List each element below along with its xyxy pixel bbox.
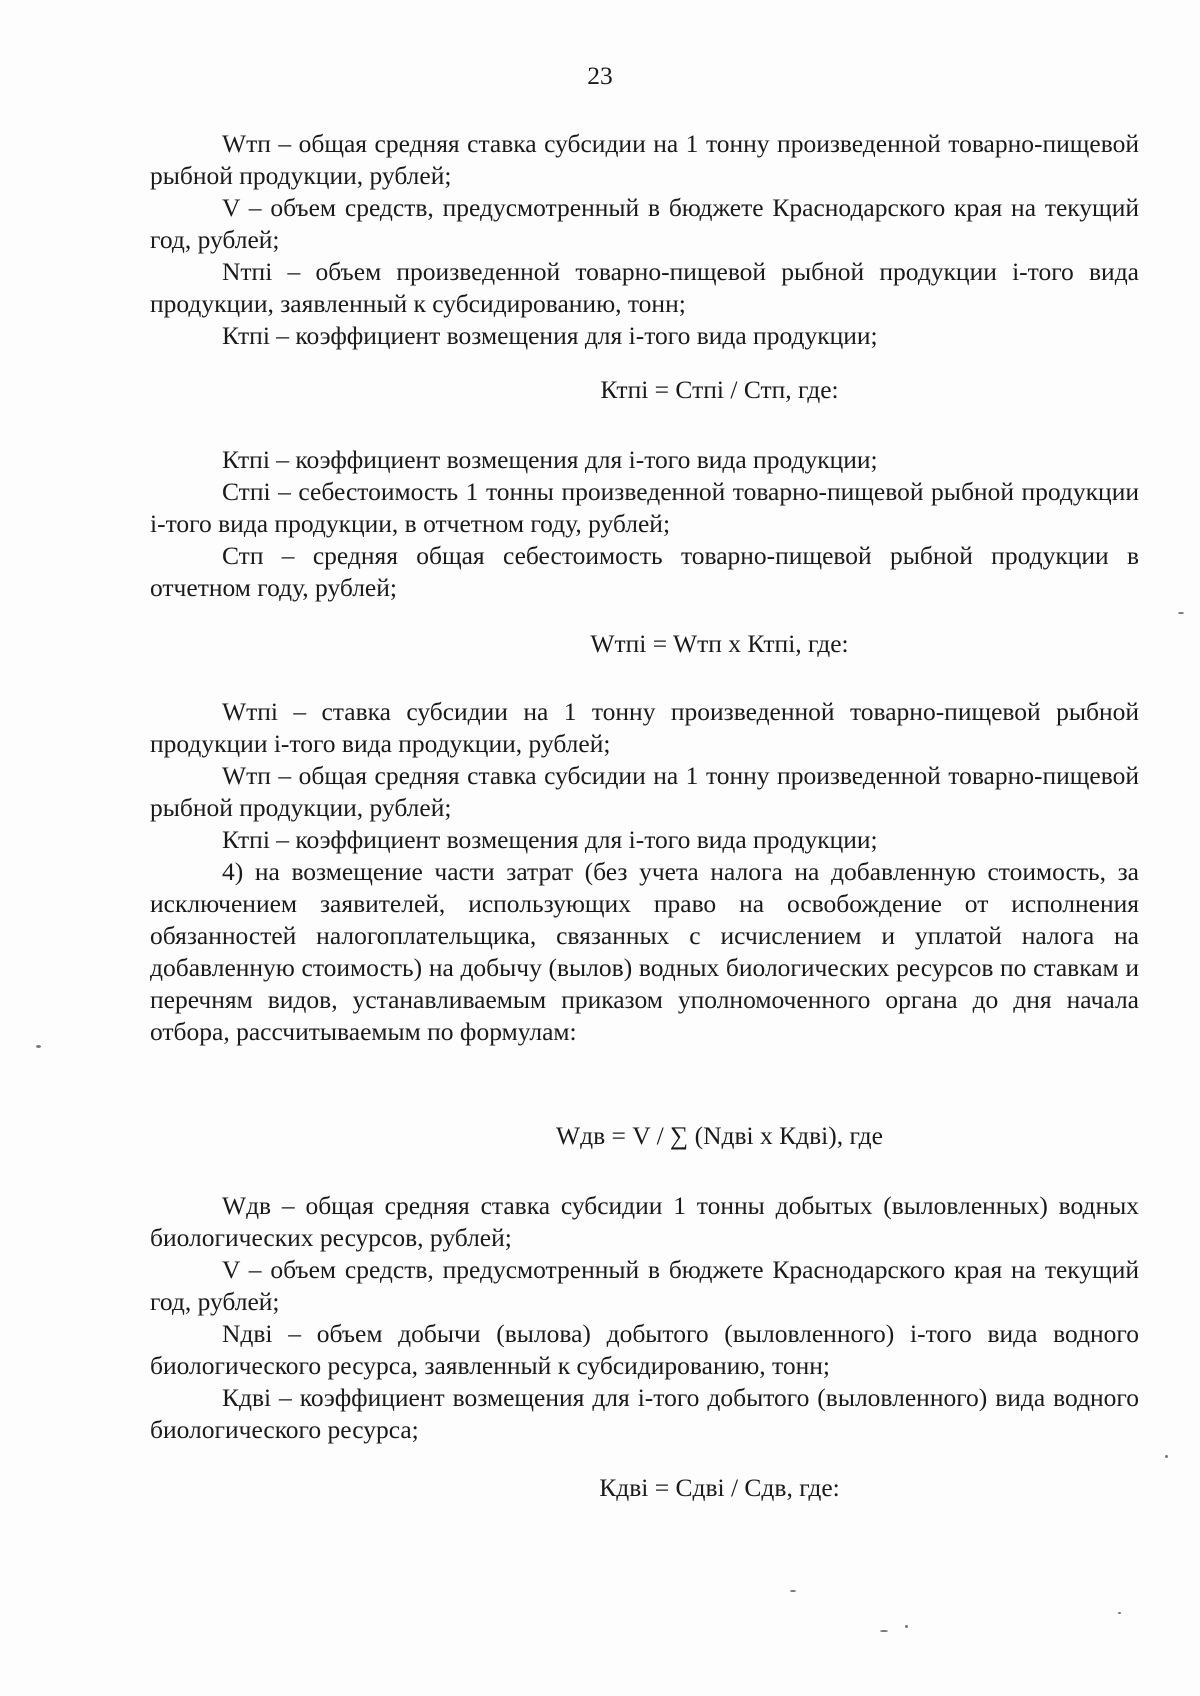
scan-speck <box>1165 1455 1168 1458</box>
scan-speck <box>36 1045 41 1048</box>
formula-wdv: Wдв = V / ∑ (Nдвi х Кдвi), где <box>556 1121 883 1150</box>
paragraph-v-definition: V – объем средств, предусмотренный в бюджете Краснодарского края на текущий год, рублей; <box>150 193 1139 254</box>
paragraph-wtp-definition: Wтп – общая средняя ставка субсидии на 1 тонну произведенной товарно-пищевой рыбной продукции, рублей; <box>150 129 1139 190</box>
scan-speck <box>1118 1612 1121 1614</box>
paragraph-v-definition-2: V – объем средств, предусмотренный в бюджете Краснодарского края на текущий год, рублей; <box>150 1255 1139 1316</box>
scan-speck <box>880 1630 888 1632</box>
document-body <box>150 128 1139 1504</box>
paragraph-ndvi-definition: Nдвi – объем добычи (вылова) добытого (выловленного) i-того вида водного биологического ресурса, заявленный к субсидированию, тонн; <box>150 1319 1139 1380</box>
paragraph-wtpi-definition: Wтпi – ставка субсидии на 1 тонну произведенной товарно-пищевой рыбной продукции i-того вида продукции, рублей; <box>150 697 1139 758</box>
paragraph-stp-definition: Стп – средняя общая себестоимость товарно-пищевой рыбной продукции в отчетном году, рублей; <box>150 541 1139 602</box>
formula-kdvi: Кдвi = Сдвi / Сдв, где: <box>599 1473 840 1502</box>
scan-speck <box>905 1625 908 1628</box>
paragraph-item-4: 4) на возмещение части затрат (без учета налога на добавленную стоимость, за исключением заявителей, использующих право на освобождение от исполнения обязанностей налогоплательщика, связанных с исчислением и уплатой налога на добавленную стоимость) на добычу (вылов) водных биологических ресурсов по ставкам и перечням видов, устанавливаемым приказом уполномоченного органа до дня начала отбора, рассчитываемым по формулам: <box>150 857 1139 1046</box>
paragraph-ktpi-definition-3: Ктпi – коэффициент возмещения для i-того вида продукции; <box>222 825 878 854</box>
page-number: 23 <box>587 61 613 90</box>
paragraph-wtp-definition-2: Wтп – общая средняя ставка субсидии на 1 тонну произведенной товарно-пищевой рыбной продукции, рублей; <box>150 761 1139 822</box>
paragraph-wdv-definition: Wдв – общая средняя ставка субсидии 1 тонны добытых (выловленных) водных биологических ресурсов, рублей; <box>150 1191 1139 1252</box>
paragraph-ntpi-definition: Nтпi – объем произведенной товарно-пищевой рыбной продукции i-того вида продукции, заявленный к субсидированию, тонн; <box>150 257 1139 318</box>
paragraph-ktpi-definition: Ктпi – коэффициент возмещения для i-того вида продукции; <box>222 321 878 350</box>
formula-wtpi: Wтпi = Wтп х Ктпi, где: <box>590 629 849 658</box>
paragraph-ktpi-definition-2: Ктпi – коэффициент возмещения для i-того вида продукции; <box>222 445 878 474</box>
paragraph-kdvi-definition: Кдвi – коэффициент возмещения для i-того добытого (выловленного) вида водного биологического ресурса; <box>150 1383 1139 1444</box>
formula-ktpi: Ктпi = Стпi / Стп, где: <box>600 375 839 404</box>
paragraph-stpi-definition: Стпi – себестоимость 1 тонны произведенной товарно-пищевой рыбной продукции i-того вида продукции, в отчетном году, рублей; <box>150 477 1139 538</box>
scan-speck <box>1178 612 1184 614</box>
scan-speck <box>790 1590 796 1592</box>
